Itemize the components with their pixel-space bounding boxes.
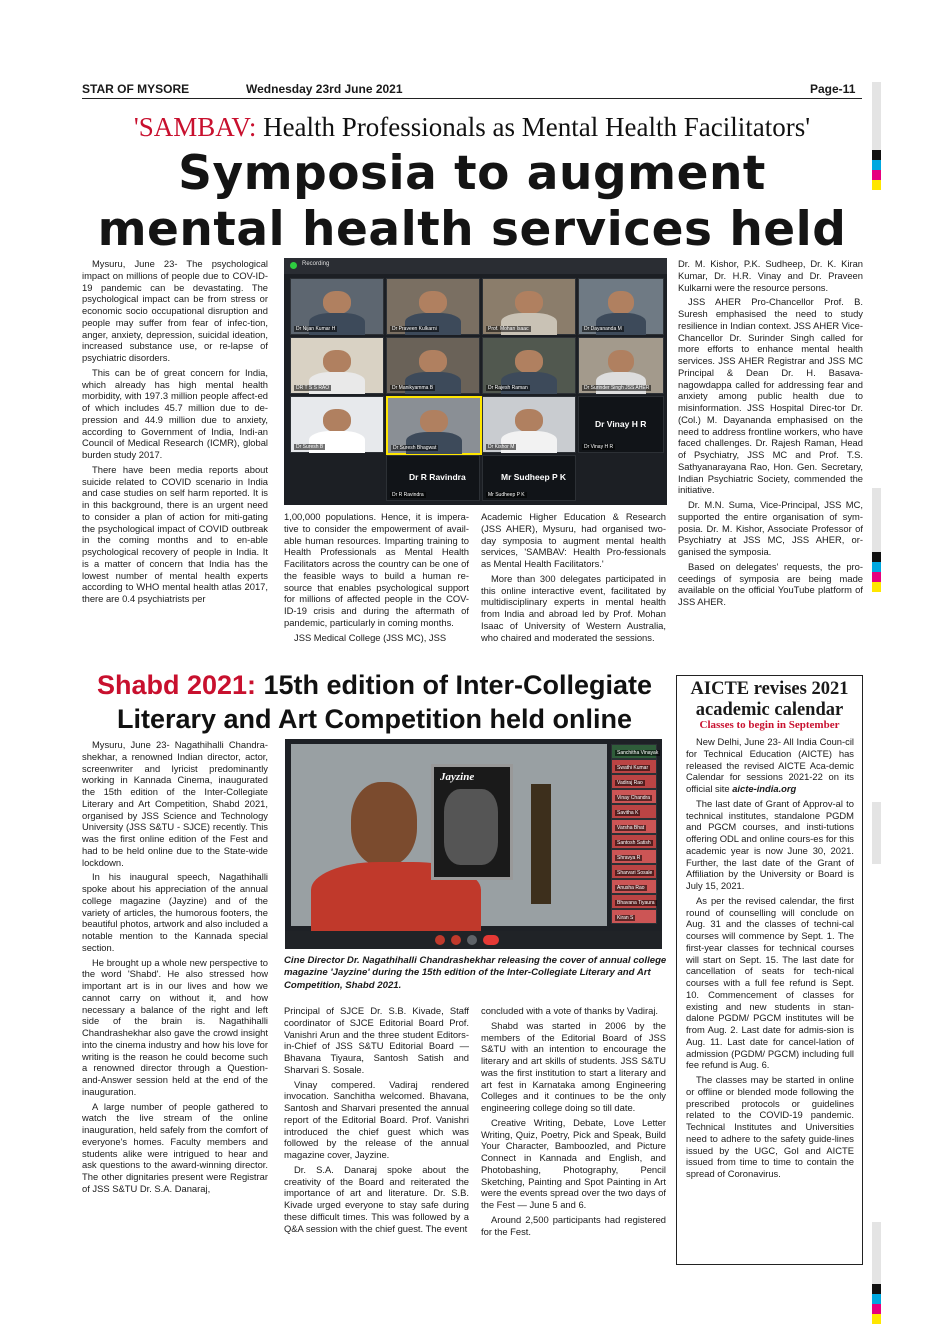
meeting-controls bbox=[285, 931, 662, 949]
trophy bbox=[531, 784, 551, 904]
photo-caption: Cine Director Dr. Nagathihalli Chandrashekhar releasing the cover of annual college magazine 'Jayzine' during the 15th edition of the Inter-Collegiate Literary and Art Competition, Shabd 2021. bbox=[284, 955, 667, 991]
yellow-swatch bbox=[872, 582, 881, 592]
black-swatch bbox=[872, 552, 881, 562]
paragraph: Creative Writing, Debate, Love Letter Writing, Quiz, Poetry, Pick and Speak, Build Your Character, Bamboozled, and Picture Connect in Kannada and English, and Photobashing, Photography, Pencil Sketching, Painting and Spot Painting in Art were the events spread over the two days of the Fest — June 5 and 6. bbox=[481, 1116, 666, 1210]
story1-col4 bbox=[678, 258, 863, 611]
video-tile: Dr Manikyamma B bbox=[386, 337, 480, 394]
paragraph: 1,00,000 populations. Hence, it is impera-tive to consider the empowerment of avail-able human resources. Imparting training to Health Professionals as Mental Health Facilitators across the country can be one of the feasible ways to build a human re-source that enables psychological support for millions of affected people in the COV-ID-19 crisis and during the aftermath of pandemic, particularly in coming months. bbox=[284, 511, 469, 628]
kicker-highlight: 'SAMBAV: bbox=[133, 112, 257, 142]
paragraph: Shabd was started in 2006 by the members of the Editorial Board of JSS S&TU with an intention to encourage the literary and art skills of students. JSS S&TU was the first institution to start a literary and art fest in Karnataka among Engineering Colleges and it continues to be the only engineering college doing so till date. bbox=[481, 1019, 666, 1113]
paragraph: JSS AHER Pro-Chancellor Prof. B. Suresh emphasised the need to study resilience in Indian context. JSS AHER Vice-Chancellor Dr. Surinder Singh called for more efforts to enhance mental health services. JSS AHER Registrar and JSS MC Principal & Dean Dr. H. Basava-nagowdappa called for addressing fear and anxiety among public health due to misinformation. JSS Hospital Direc-tor Dr. (Col.) M. Dayananda emphasised on the need to address frontline workers, who have faced challenges. Dr. Rajesh Raman, Head of Psychiatry, JSS MC and Prof. T.S. Sathyanarayana Rao, Hon. Gen. Secretary, Indian Psychiatric Society, commended the initiative. bbox=[678, 296, 863, 496]
aicte-body bbox=[686, 736, 854, 1183]
paragraph: Dr. S.A. Danaraj spoke about the creativity of the Board and reiterated the importance of art and literature. Dr. S.B. Kivade urged everyone to stay safe during these difficult times. This was followed by a Q&A session with the chief guest. The event bbox=[284, 1163, 469, 1234]
paragraph: There have been media reports about suicide related to COVID scenario in India and case studies on self harm reported. It is in this background, there is an urgent need to consider a plan of action for miti-gating the psychological impact of COVID outbreak in the coming months and to en-able psychological recovery of people in India. It is a matter of concern that India has the lowest number of mental health experts according to WHO mental health atlas 2017, there are 0.4 psychiatrists per bbox=[82, 463, 268, 604]
page-number: Page-11 bbox=[810, 82, 856, 96]
aicte-headline: AICTE revises 2021 academic calendar bbox=[690, 679, 849, 720]
kicker-text: Health Professionals as Mental Health Facilitators' bbox=[256, 112, 811, 142]
conference-photo bbox=[284, 258, 667, 505]
paragraph: Mysuru, June 23- The psychological impact on millions of people due to COV-ID-19 pandemic can be devastating. The psychological impact can be from stress or economic socio occupational disruption and people may suffer from fear of infec-tion, anger, anxiety, depression, suicidal ideation, increased substance use, or re-lapse of psychiatric disorders. bbox=[82, 258, 268, 363]
paragraph: The last date of Grant of Approv-al to technical institutes, standalone PGDM and PGCM courses, and insti-tutions offering ODL and online cours-es for this academic year is now June 30, 2021. Further, the last date of the Grant of Affiliation by the University or Board is July 15, 2021. bbox=[686, 797, 854, 891]
video-tile: Dr Vinay H R Dr Vinay H R bbox=[578, 396, 664, 453]
story1-col1 bbox=[82, 258, 268, 608]
side-strip bbox=[872, 488, 881, 552]
aicte-site-link: aicte-india.org bbox=[732, 783, 797, 794]
paragraph: Academic Higher Education & Research (JSS AHER), Mysuru, had organised two-day symposia to augment mental health services, 'SAMBAV: Health Pro-fessionals as Mental Health Facilitators.' bbox=[481, 511, 666, 569]
story2-col3 bbox=[481, 1005, 666, 1240]
video-tile: Dr Suresh Bhagwat bbox=[386, 396, 482, 455]
aicte-subhead: Classes to begin in September bbox=[699, 719, 840, 731]
speaker-head bbox=[351, 782, 417, 866]
yellow-swatch bbox=[872, 180, 881, 190]
video-tile: Dr Suresh B bbox=[290, 396, 384, 453]
story1-col3 bbox=[481, 511, 666, 646]
paragraph: A large number of people gathered to watch the live stream of the online inauguration, held safely from the comfort of everyone's homes. Faculty members and students alike were intrigued to hear and ask questions to the award-winning director. The other dignitaries present were Registrar of JSS S&TU Dr. S.A. Danaraj, bbox=[82, 1100, 268, 1194]
headline-text: 15th edition of Inter-Collegiate Literary and Art Competition held online bbox=[116, 670, 653, 734]
mic-icon bbox=[435, 935, 445, 945]
story2-col1 bbox=[82, 739, 268, 1198]
paragraph: More than 300 delegates participated in this online interactive event, facilitated by multidisciplinary experts in mental health from India and abroad led by Prof. Mohan Isaac of University of Western Australia, who chaired and moderated the sessions. bbox=[481, 572, 666, 643]
paragraph: In his inaugural speech, Nagathihalli spoke about his appreciation of the annual college magazine (Jayzine) and of the variety of articles, the humorous footers, the beautiful photos, artwork and also included a notable mention to the Kannada special section. bbox=[82, 871, 268, 953]
magazine-title: Jayzine bbox=[440, 771, 475, 783]
story2-headline bbox=[82, 668, 667, 736]
header-rule bbox=[82, 98, 862, 99]
video-tile: Dr Nijan Kumar H bbox=[290, 278, 384, 335]
video-tile: Dr Kishor M bbox=[482, 396, 576, 453]
record-dot bbox=[290, 262, 297, 269]
black-swatch bbox=[872, 1284, 881, 1294]
end-call-icon bbox=[483, 935, 499, 945]
side-strip bbox=[872, 1222, 881, 1284]
paragraph: concluded with a vote of thanks by Vadiraj. bbox=[481, 1005, 659, 1016]
video-tile: Dr Surinder Singh JSS AHER bbox=[578, 337, 664, 394]
present-icon bbox=[467, 935, 477, 945]
meeting-toolbar bbox=[284, 258, 667, 274]
headline-highlight: Shabd 2021: bbox=[96, 670, 257, 700]
cyan-swatch bbox=[872, 562, 881, 572]
paragraph: The classes may be started in online or offline or blended mode following the prescribed protocols or guidelines related to the COVID-19 pandemic. Technical Institutes and Universities need to adhere to the safety guide-lines issued by the UGC, GoI and AICTE issued from time to time to contain the spread of Coronavirus. bbox=[686, 1074, 854, 1179]
story2-col2 bbox=[284, 1005, 469, 1237]
video-tile: Dr Praveen Kulkarni bbox=[386, 278, 480, 335]
paragraph: Vinay compered. Vadiraj rendered invocation. Sanchitha welcomed. Bhavana, Santosh and Sharvari presented the annual report of the Editorial Board. Prof. Vanishri introduced the chief guest which was followed by the release of the annual magazine cover, Jayzine. bbox=[284, 1078, 469, 1160]
paragraph: This can be of great concern for India, which already has high mental health morbidity, with 197.3 million people affect-ed of which includes 45.7 million due to de-pression and 44.9 million due to anxiety, according to Government of India, Indi-an Council of Medical Research (ICMR), global burden study 2017. bbox=[82, 366, 268, 460]
video-tile: Dr Dayananda M bbox=[578, 278, 664, 335]
video-tile: Dr R Ravindra Dr R Ravindra bbox=[386, 455, 480, 501]
paragraph: Dr. M.N. Suma, Vice-Principal, JSS MC, supported the entire organisation of sym-posia. Dr. M. Kishor, Associate Professor of Psychiatry at JSS MC, JSS AHER, or-ganised the symposia. bbox=[678, 499, 863, 557]
magenta-swatch bbox=[872, 1304, 881, 1314]
paragraph: Principal of SJCE Dr. S.B. Kivade, Staff coordinator of SJCE Editorial Board Prof. Vanishri Arun and the three student Editors-in-Chief of JSS S&TU Editorial Board — Bhavana Tiyaura, Santosh Satish and Sharvari S. Sosale. bbox=[284, 1005, 469, 1075]
paragraph: New Delhi, June 23- All India Coun-cil for Technical Education (AICTE) has released the revised AICTE Aca-demic Calendar for sessions 2021-22 on its official site aicte-india.org bbox=[686, 736, 854, 794]
shabd-photo bbox=[285, 739, 662, 949]
issue-date: Wednesday 23rd June 2021 bbox=[246, 82, 403, 96]
magenta-swatch bbox=[872, 572, 881, 582]
paragraph: JSS Medical College (JSS MC), JSS bbox=[294, 631, 447, 643]
video-tile: DR T S S RAO bbox=[290, 337, 384, 394]
video-tile: Mr Sudheep P K Mr Sudheep P K bbox=[482, 455, 576, 501]
video-tile: Dr Rajesh Raman bbox=[482, 337, 576, 394]
paragraph: Mysuru, June 23- Nagathihalli Chandra-shekhar, a renowned Indian director, actor, screenwriter and lyricist predominantly working in Kannada Cinema, inaugurated the 15th edition of the Inter-Collegiate Literary and Art Competition, Shabd 2021, organised by JSS Science and Technology University (JSS S&TU - SJCE) recently. This was the first online edition of the Fest and had to be held online due to the State-wide lockdown. bbox=[82, 739, 268, 868]
paper-name: STAR OF MYSORE bbox=[82, 82, 190, 96]
black-swatch bbox=[872, 150, 881, 160]
recording-label: Recording bbox=[302, 261, 330, 267]
story1-kicker bbox=[82, 112, 862, 143]
paragraph: Around 2,500 participants had registered for the Fest. bbox=[481, 1213, 666, 1237]
cyan-swatch bbox=[872, 160, 881, 170]
paragraph: As per the revised calendar, the first round of counselling will conclude on Aug. 31 and the classes of techni-cal courses will commence by Sept. 1. The first-year classes for technical courses will start on Sept. 15. The last date for cancellation of seats for tech-nical courses with a full fee refund is Sept. 10. Commencement of classes for existing and new students in stan-dalone PGDM/ PGCM institutes will be from Aug. 2. Last date for admis-sion is Aug. 11. Last date for cancel-lation of admission (PGDM/ PGCM) including full fee refund is Aug. 6. bbox=[686, 894, 854, 1071]
magazine-cover bbox=[431, 764, 513, 880]
magenta-swatch bbox=[872, 170, 881, 180]
story1-col2 bbox=[284, 511, 469, 646]
story1-headline: Symposia to augment mental health services held bbox=[97, 146, 847, 257]
side-strip bbox=[872, 802, 881, 864]
paragraph: Dr. M. Kishor, P.K. Sudheep, Dr. K. Kiran Kumar, Dr. H.R. Vinay and Dr. Praveen Kulkarni were the resource persons. bbox=[678, 258, 863, 293]
cyan-swatch bbox=[872, 1294, 881, 1304]
camera-icon bbox=[451, 935, 461, 945]
paragraph: Based on delegates' requests, the pro-ceedings of symposia are being made available on the official YouTube platform of JSS AHER. bbox=[678, 560, 863, 607]
video-tile: Prof. Mohan Isaac bbox=[482, 278, 576, 335]
paragraph: He brought up a whole new perspective to the word 'Shabd'. He also stressed how important art is in our lives and how we cannot carry on without it, and how necessary a balance of the right and left side of the brain is. Nagathihalli Chandrashekhar also gave the crowd insight into the cinema industry and how his love for writing is the reason he could become such a renowned director through a Question-and-Answer session held at the end of the inauguration. bbox=[82, 956, 268, 1097]
participant-strip: Sanchitha Vinayak Swathi Kumar Vadiraj Rao Vinay Chandra Savitha K Varsha Bhat Santosh Satish Shravya R Sharvari Sosale Anusha Rao Bhavana Tiyaura Kiran S bbox=[611, 744, 657, 926]
speaker-video bbox=[291, 744, 607, 926]
side-strip bbox=[872, 82, 881, 150]
yellow-swatch bbox=[872, 1314, 881, 1324]
